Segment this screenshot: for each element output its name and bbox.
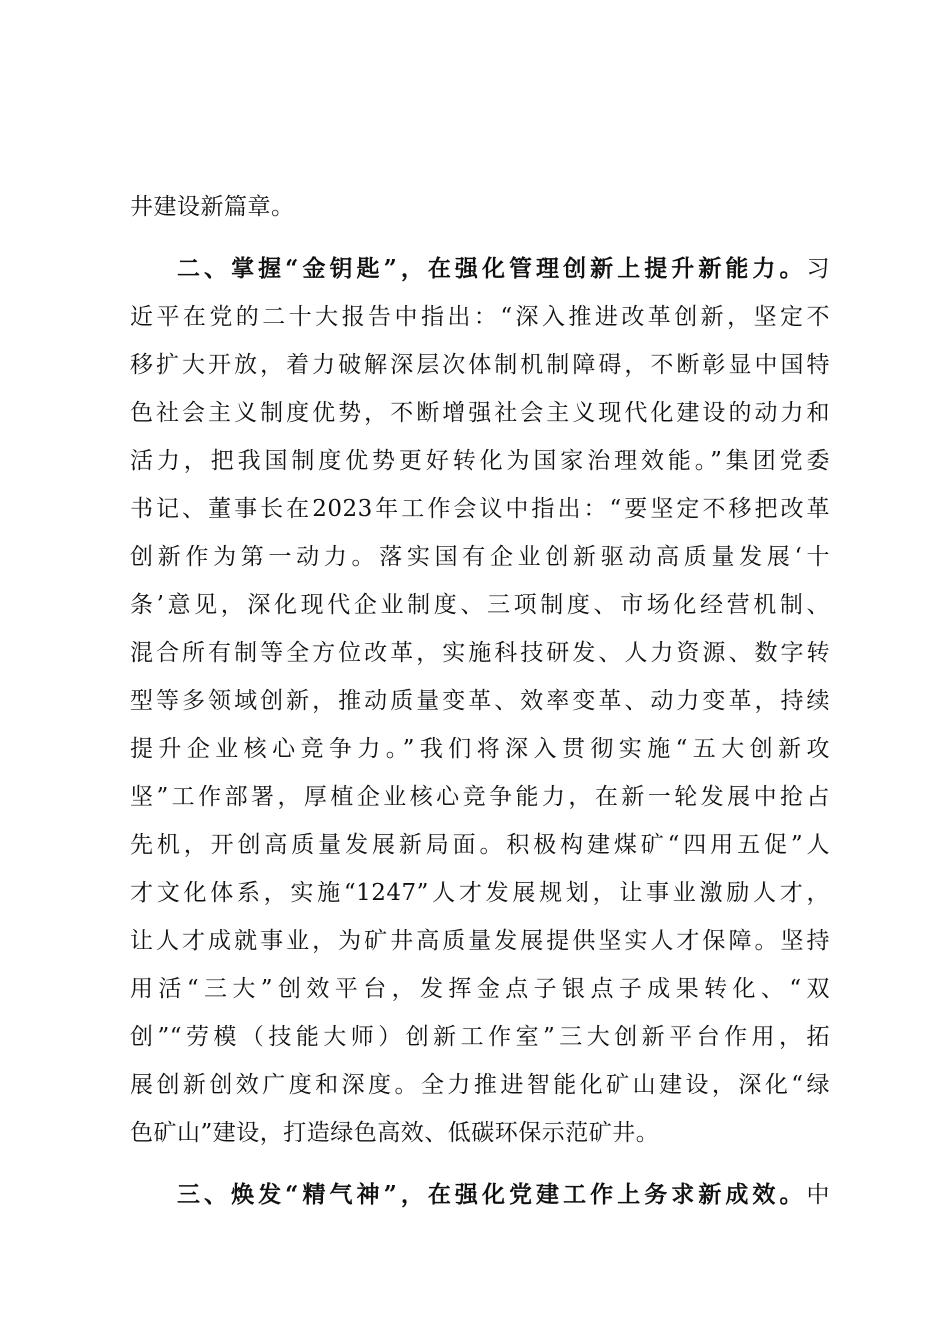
paragraph-gap bbox=[130, 231, 830, 245]
paragraph-2-line: 活力，把我国制度优势更好转化为国家治理效能。”集团党委 bbox=[130, 448, 830, 474]
paragraph-1-line bbox=[130, 183, 830, 231]
section-3-heading: 三、焕发“精气神”，在强化党建工作上务求新成效。 bbox=[177, 1181, 807, 1208]
paragraph-1-text: 井建设新篇章。 bbox=[130, 194, 295, 220]
paragraph-2-line: 让人才成就事业，为矿井高质量发展提供坚实人才保障。坚持 bbox=[130, 928, 830, 954]
paragraph-2-line: 创”“劳模（技能大师）创新工作室”三大创新平台作用，拓 bbox=[130, 1024, 830, 1050]
paragraph-2-line: 用活“三大”创效平台，发挥金点子银点子成果转化、“双 bbox=[130, 976, 830, 1002]
paragraph-2-line: 创新作为第一动力。落实国有企业创新驱动高质量发展‘十 bbox=[130, 544, 830, 570]
paragraph-2-line: 移扩大开放，着力破解深层次体制机制障碍，不断彰显中国特 bbox=[130, 352, 830, 378]
paragraph-3-first-line-tail: 中 bbox=[806, 1182, 830, 1208]
paragraph-2-line: 提升企业核心竞争力。”我们将深入贯彻实施“五大创新攻 bbox=[130, 736, 830, 762]
section-2-heading: 二、掌握“金钥匙”，在强化管理创新上提升新能力。 bbox=[177, 255, 807, 282]
paragraph-2-first-line-tail: 习 bbox=[806, 256, 830, 282]
paragraph-2-line: 条’意见，深化现代企业制度、三项制度、市场化经营机制、 bbox=[130, 592, 830, 618]
document-body bbox=[130, 183, 830, 1219]
paragraph-2-first-line bbox=[130, 245, 830, 293]
paragraph-2-line: 坚”工作部署，厚植企业核心竞争能力，在新一轮发展中抢占 bbox=[130, 784, 830, 810]
paragraph-2-line: 书记、董事长在2023年工作会议中指出：“要坚定不移把改革 bbox=[130, 496, 830, 522]
paragraph-2-line: 展创新创效广度和深度。全力推进智能化矿山建设，深化“绿 bbox=[130, 1072, 830, 1098]
paragraph-3-first-line bbox=[130, 1171, 830, 1219]
paragraph-2-line: 型等多领域创新，推动质量变革、效率变革、动力变革，持续 bbox=[130, 688, 830, 714]
paragraph-2-line: 近平在党的二十大报告中指出：“深入推进改革创新，坚定不 bbox=[130, 304, 830, 330]
paragraph-2-line: 才文化体系，实施“1247”人才发展规划，让事业激励人才， bbox=[130, 880, 830, 906]
paragraph-gap bbox=[130, 1157, 830, 1171]
paragraph-2-line: 先机，开创高质量发展新局面。积极构建煤矿“四用五促”人 bbox=[130, 832, 830, 858]
paragraph-2-line: 混合所有制等全方位改革，实施科技研发、人力资源、数字转 bbox=[130, 640, 830, 666]
paragraph-2-last-line: 色矿山”建设，打造绿色高效、低碳环保示范矿井。 bbox=[130, 1120, 660, 1146]
paragraph-2-line: 色社会主义制度优势，不断增强社会主义现代化建设的动力和 bbox=[130, 400, 830, 426]
